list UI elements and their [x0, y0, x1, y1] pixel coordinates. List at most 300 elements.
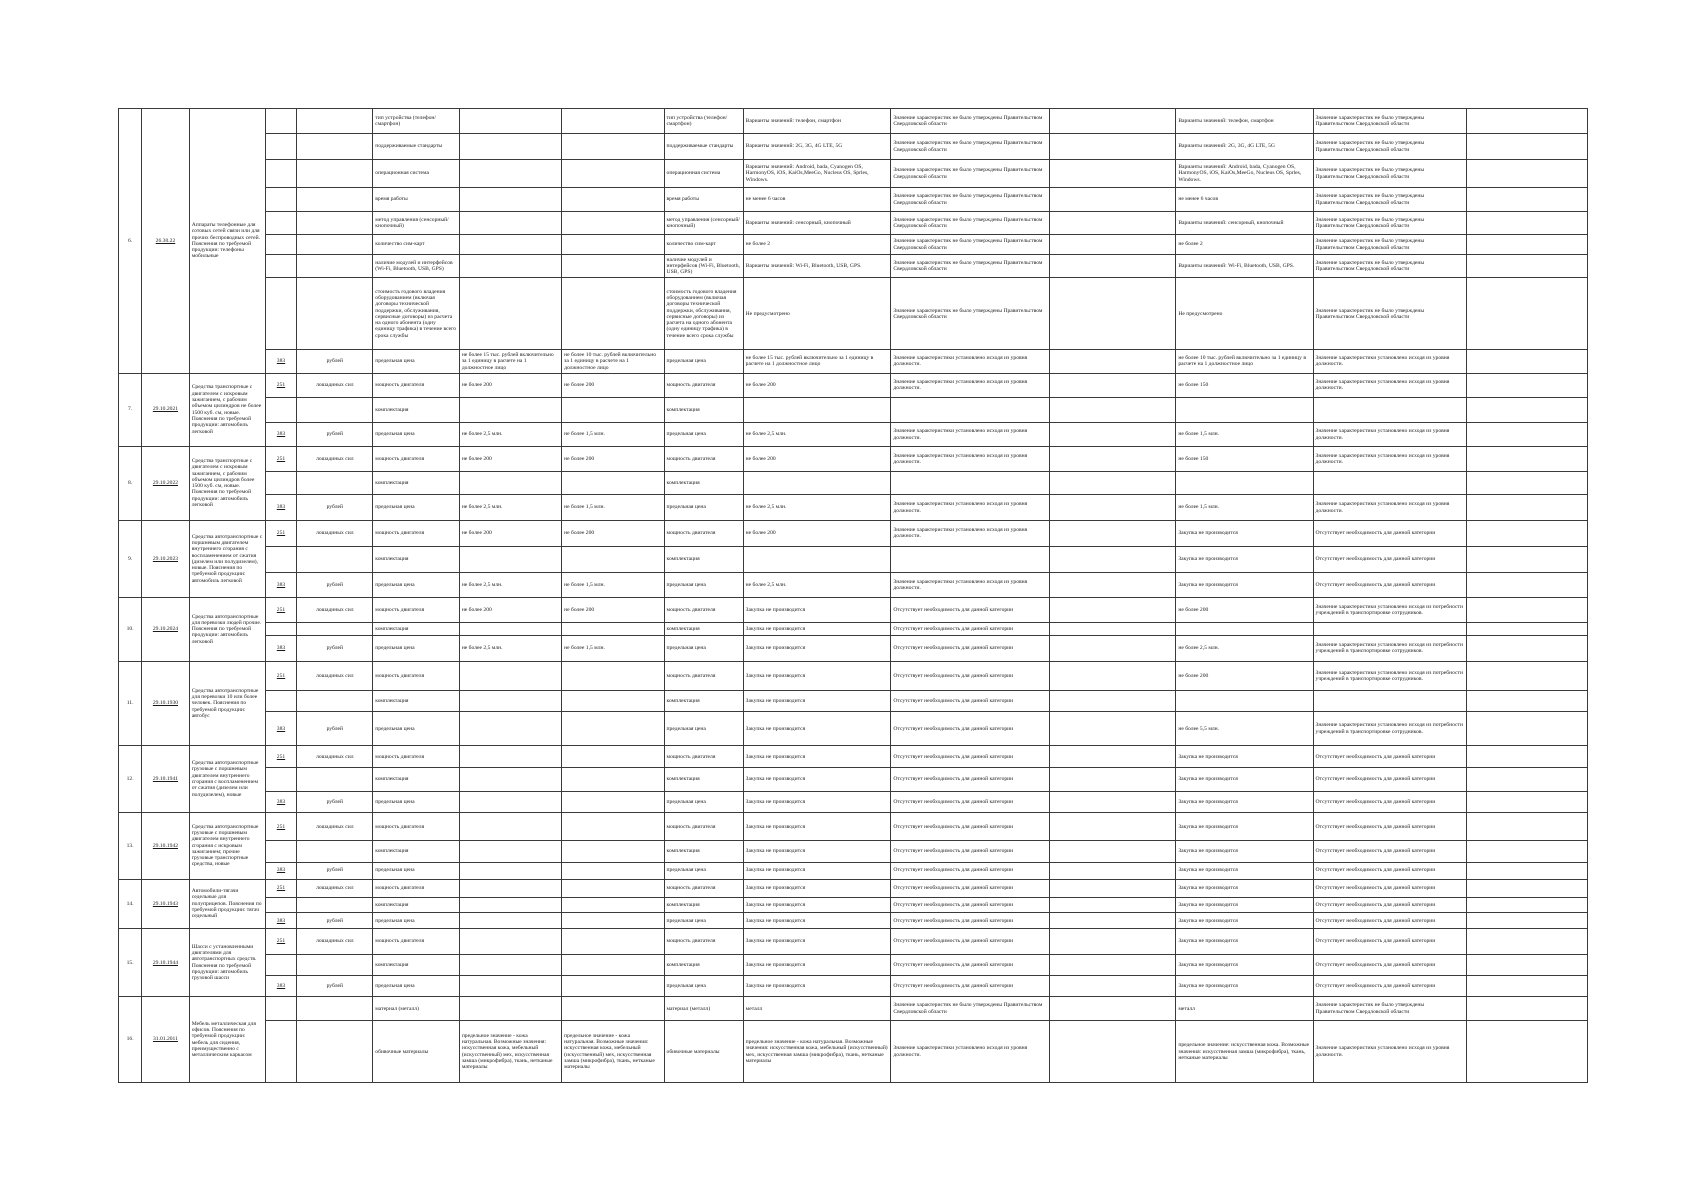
gov-justification: Значение характеристики установлено исходя из потребности учреждений в транспортировке сотрудников. [1313, 712, 1466, 746]
value-group-1: не более 2,5 млн. [459, 495, 561, 520]
characteristic: комплектация [373, 397, 460, 422]
organ-value: не более 200 [743, 520, 891, 546]
gov-justification: Значение характеристики установлено исходя из потребности учреждений в транспортировке сотрудников. [1313, 636, 1466, 661]
organ-justification [891, 547, 1049, 572]
row-number: 13. [119, 812, 142, 879]
organ-justification: Значение характеристик не было утверждены Правительством Свердловской области [891, 159, 1049, 188]
okei-code: 251 [265, 446, 297, 471]
value-group-1 [459, 929, 561, 954]
spacer-b [1466, 134, 1587, 159]
spacer-b [1466, 746, 1587, 768]
unit-name [297, 234, 373, 254]
value-group-1 [459, 109, 561, 134]
unit-name [297, 768, 373, 791]
okei-code [265, 188, 297, 211]
table-row [119, 159, 1588, 188]
organ-justification: Значение характеристики установлено исходя из уровня должности. [891, 423, 1049, 446]
table-row [119, 520, 1588, 546]
spacer-b [1466, 278, 1587, 350]
okei-code: 251 [265, 879, 297, 897]
unit-name [297, 691, 373, 712]
characteristic: комплектация [373, 472, 460, 495]
value-group-2 [562, 712, 664, 746]
value-group-2 [562, 879, 664, 897]
spacer-a [1049, 109, 1176, 134]
gov-value [1176, 623, 1313, 636]
product-name: Средства транспортные с двигателем с искровым зажиганием, с рабочим объемом цилиндров более 1500 куб. см, новые. Пояснения по требуемой продукции: автомобиль легковой [189, 446, 265, 520]
unit-name: рублей [297, 636, 373, 661]
organ-justification: Отсутствует необходимость для данной категории [891, 791, 1049, 812]
organ-value: не более 15 тыс. рублей включительно за 1 единицу в расчете на 1 должностное лицо [743, 350, 891, 373]
gov-justification [1313, 623, 1466, 636]
okei-code [265, 768, 297, 791]
value-group-1: не более 200 [459, 373, 561, 397]
value-group-2 [562, 661, 664, 691]
spacer-b [1466, 211, 1587, 234]
table-row [119, 913, 1588, 929]
spacer-b [1466, 373, 1587, 397]
characteristic: мощность двигателя [373, 879, 460, 897]
gov-justification: Отсутствует необходимость для данной категории [1313, 746, 1466, 768]
characteristic: мощность двигателя [373, 446, 460, 471]
value-group-1: не более 200 [459, 598, 561, 623]
value-group-1 [459, 712, 561, 746]
organ-value: не менее 6 часов [743, 188, 891, 211]
spacer-b [1466, 598, 1587, 623]
organ-justification: Значение характеристики установлено исходя из уровня должности. [891, 350, 1049, 373]
value-group-2 [562, 397, 664, 422]
value-group-1 [459, 547, 561, 572]
organ-value: Закупка не производится [743, 712, 891, 746]
product-name: Средства автотранспортные с поршневым двигателем внутреннего сгорания с воспламенением от сжатия (дизелем или полудизелем), новые. Пояснения по требуемой продукции: автомобиль легковой [189, 520, 265, 597]
value-group-2: не более 200 [562, 598, 664, 623]
characteristic-approved: комплектация [664, 397, 743, 422]
organ-value: не более 200 [743, 446, 891, 471]
spacer-a [1049, 159, 1176, 188]
spacer-b [1466, 862, 1587, 879]
characteristic: мощность двигателя [373, 520, 460, 546]
spacer-b [1466, 350, 1587, 373]
value-group-2 [562, 623, 664, 636]
organ-value: не более 2,5 млн. [743, 572, 891, 597]
organ-justification: Отсутствует необходимость для данной категории [891, 691, 1049, 712]
characteristic: стоимость годового владения оборудованием (включая договоры технической поддержки, обслуживания, сервисные договоры) из расчета на одного абонента (одну единицу трафика) в течение всего срока службы [373, 278, 460, 350]
spacer-a [1049, 278, 1176, 350]
unit-name [297, 954, 373, 975]
organ-value: не более 200 [743, 373, 891, 397]
value-group-2 [562, 134, 664, 159]
characteristic-approved: время работы [664, 188, 743, 211]
gov-value [1176, 397, 1313, 422]
value-group-1 [459, 913, 561, 929]
okei-code: 383 [265, 862, 297, 879]
okei-code [265, 691, 297, 712]
gov-justification [1313, 472, 1466, 495]
gov-justification [1313, 691, 1466, 712]
characteristic-approved: предельная цена [664, 350, 743, 373]
spacer-a [1049, 234, 1176, 254]
value-group-2 [562, 211, 664, 234]
spacer-a [1049, 547, 1176, 572]
value-group-2: не более 1,5 млн. [562, 495, 664, 520]
gov-value: не более 5,5 млн. [1176, 712, 1313, 746]
spacer-a [1049, 913, 1176, 929]
characteristic: мощность двигателя [373, 598, 460, 623]
spacer-a [1049, 862, 1176, 879]
gov-value: не более 2,5 млн. [1176, 636, 1313, 661]
value-group-1 [459, 975, 561, 996]
spacer-b [1466, 791, 1587, 812]
spacer-a [1049, 134, 1176, 159]
organ-value [743, 397, 891, 422]
characteristic: комплектация [373, 691, 460, 712]
okei-code [265, 997, 297, 1021]
value-group-1 [459, 234, 561, 254]
characteristic: предельная цена [373, 495, 460, 520]
okpd2-code: 29.10.2023 [142, 520, 189, 597]
gov-value: Закупка не производится [1176, 768, 1313, 791]
unit-name [297, 278, 373, 350]
organ-justification: Отсутствует необходимость для данной категории [891, 954, 1049, 975]
value-group-2 [562, 255, 664, 278]
organ-justification: Отсутствует необходимость для данной категории [891, 975, 1049, 996]
value-group-2 [562, 472, 664, 495]
gov-justification: Отсутствует необходимость для данной категории [1313, 975, 1466, 996]
spacer-a [1049, 255, 1176, 278]
characteristic: предельная цена [373, 423, 460, 446]
characteristic: предельная цена [373, 862, 460, 879]
unit-name [297, 134, 373, 159]
organ-justification: Отсутствует необходимость для данной категории [891, 712, 1049, 746]
okpd2-code: 29.10.2022 [142, 446, 189, 520]
table-row [119, 495, 1588, 520]
characteristic-approved: комплектация [664, 472, 743, 495]
gov-justification: Значение характеристики установлено исходя из уровня должности. [1313, 446, 1466, 471]
gov-value: не менее 6 часов [1176, 188, 1313, 211]
spacer-a [1049, 791, 1176, 812]
gov-value: Варианты значений: телефон, смартфон [1176, 109, 1313, 134]
organ-value: Закупка не производится [743, 746, 891, 768]
gov-value: Не предусмотрено [1176, 278, 1313, 350]
spacer-b [1466, 547, 1587, 572]
value-group-1 [459, 159, 561, 188]
characteristic-approved: мощность двигателя [664, 446, 743, 471]
table-row [119, 547, 1588, 572]
organ-value: предельное значение - кожа натуральная. Возможные значения: искусственная кожа, мебельный (искусственный) мех, искусственная замша (микрофибра), ткань, нетканые материалы [743, 1021, 891, 1083]
gov-value: не более 200 [1176, 661, 1313, 691]
organ-justification: Значение характеристик не было утверждены Правительством Свердловской области [891, 188, 1049, 211]
organ-value: Закупка не производится [743, 975, 891, 996]
unit-name [297, 255, 373, 278]
table-row [119, 879, 1588, 897]
spacer-a [1049, 746, 1176, 768]
gov-justification: Отсутствует необходимость для данной категории [1313, 913, 1466, 929]
characteristic-approved: комплектация [664, 768, 743, 791]
organ-value: Закупка не производится [743, 897, 891, 913]
okei-code [265, 841, 297, 862]
organ-justification: Отсутствует необходимость для данной категории [891, 929, 1049, 954]
characteristic: материал (металл) [373, 997, 460, 1021]
characteristic-approved: мощность двигателя [664, 879, 743, 897]
value-group-2 [562, 547, 664, 572]
spacer-b [1466, 234, 1587, 254]
gov-justification: Отсутствует необходимость для данной категории [1313, 768, 1466, 791]
spacer-b [1466, 623, 1587, 636]
spacer-a [1049, 997, 1176, 1021]
okpd2-code: 26.30.22 [142, 109, 189, 374]
organ-justification: Значение характеристики установлено исходя из уровня должности. [891, 446, 1049, 471]
value-group-2 [562, 691, 664, 712]
characteristic: предельная цена [373, 791, 460, 812]
gov-justification: Отсутствует необходимость для данной категории [1313, 897, 1466, 913]
characteristic-approved: мощность двигателя [664, 929, 743, 954]
spacer-a [1049, 841, 1176, 862]
unit-name [297, 472, 373, 495]
organ-value: Закупка не производится [743, 791, 891, 812]
value-group-1 [459, 768, 561, 791]
spacer-a [1049, 879, 1176, 897]
gov-justification: Отсутствует необходимость для данной категории [1313, 791, 1466, 812]
unit-name: лошадиных сил [297, 879, 373, 897]
unit-name [297, 159, 373, 188]
product-name: Средства автотранспортные для перевозки 10 или более человек. Пояснения по требуемой продукции: автобус [189, 661, 265, 746]
product-name: Средства транспортные с двигателем с искровым зажиганием, с рабочим объемом цилиндров не более 1500 куб. см, новые. Пояснения по требуемой продукции: автомобиль легковой [189, 373, 265, 446]
gov-value: Варианты значений: Wi-Fi, Bluetooth, USB, GPS. [1176, 255, 1313, 278]
value-group-2: не более 200 [562, 446, 664, 471]
product-name: Средства автотранспортные грузовые с поршневым двигателем внутреннего сгорания с воспламенением от сжатия (дизелем или полудизелем), новые [189, 746, 265, 813]
table-row [119, 746, 1588, 768]
gov-justification: Отсутствует необходимость для данной категории [1313, 547, 1466, 572]
gov-justification: Значение характеристики установлено исходя из уровня должности. [1313, 495, 1466, 520]
gov-value: не более 1,5 млн. [1176, 423, 1313, 446]
gov-justification: Значение характеристики установлено исходя из потребности учреждений в транспортировке сотрудников. [1313, 661, 1466, 691]
gov-value: Закупка не производится [1176, 572, 1313, 597]
product-name: Шасси с установленными двигателями для автотранспортных средств. Пояснения по требуемой продукции: автомобиль грузовой шасси [189, 929, 265, 997]
spacer-b [1466, 661, 1587, 691]
organ-value: металл [743, 997, 891, 1021]
organ-value: Закупка не производится [743, 661, 891, 691]
spacer-a [1049, 446, 1176, 471]
table-row [119, 397, 1588, 422]
organ-justification: Отсутствует необходимость для данной категории [891, 623, 1049, 636]
unit-name [297, 547, 373, 572]
organ-value: Варианты значений: Android, bada, Cyanogen OS, HarmonyOS, iOS, KaiOs,MeeGo, Nucleus OS, Sprles, Windows. [743, 159, 891, 188]
gov-value: Закупка не производится [1176, 841, 1313, 862]
organ-justification: Значение характеристик не было утверждены Правительством Свердловской области [891, 255, 1049, 278]
organ-value: не более 2,5 млн. [743, 423, 891, 446]
value-group-1: не более 2,5 млн. [459, 423, 561, 446]
row-number: 12. [119, 746, 142, 813]
value-group-1 [459, 472, 561, 495]
okei-code [265, 954, 297, 975]
value-group-2 [562, 234, 664, 254]
value-group-2 [562, 812, 664, 841]
gov-value: Закупка не производится [1176, 791, 1313, 812]
spacer-a [1049, 423, 1176, 446]
organ-value: Закупка не производится [743, 929, 891, 954]
table-row [119, 691, 1588, 712]
okei-code [265, 397, 297, 422]
organ-value: Закупка не производится [743, 768, 891, 791]
organ-justification: Значение характеристик не было утверждены Правительством Свердловской области [891, 134, 1049, 159]
gov-value [1176, 472, 1313, 495]
gov-justification: Значение характеристик не было утверждены Правительством Свердловской области [1313, 109, 1466, 134]
table-row [119, 661, 1588, 691]
table-row [119, 255, 1588, 278]
row-number: 15. [119, 929, 142, 997]
organ-value [743, 547, 891, 572]
value-group-2 [562, 278, 664, 350]
table-body [119, 109, 1588, 1083]
value-group-1 [459, 623, 561, 636]
gov-value: Закупка не производится [1176, 913, 1313, 929]
okei-code: 251 [265, 929, 297, 954]
spacer-b [1466, 495, 1587, 520]
value-group-2: не более 1,5 млн. [562, 636, 664, 661]
spacer-b [1466, 159, 1587, 188]
okei-code [265, 109, 297, 134]
organ-value: Не предусмотрено [743, 278, 891, 350]
value-group-1 [459, 691, 561, 712]
organ-justification: Отсутствует необходимость для данной категории [891, 746, 1049, 768]
unit-name [297, 397, 373, 422]
organ-justification: Значение характеристик не было утверждены Правительством Свердловской области [891, 109, 1049, 134]
okei-code: 251 [265, 746, 297, 768]
row-number: 14. [119, 879, 142, 929]
organ-value: Закупка не производится [743, 913, 891, 929]
spacer-a [1049, 623, 1176, 636]
value-group-2 [562, 188, 664, 211]
product-name: Автомобили-тягачи седельные для полуприцепов. Пояснения по требуемой продукции: тягач седельный [189, 879, 265, 929]
gov-value: Варианты значений: сенсорный, кнопочный [1176, 211, 1313, 234]
table-row [119, 768, 1588, 791]
value-group-1: не более 2,5 млн. [459, 572, 561, 597]
value-group-1: предельное значение - кожа натуральная. Возможные значения: искусственная кожа, мебельный (искусственный) мех, искусственная замша (микрофибра), ткань, нетканые материалы [459, 1021, 561, 1083]
characteristic-approved: комплектация [664, 841, 743, 862]
unit-name: лошадиных сил [297, 746, 373, 768]
characteristic-approved: предельная цена [664, 913, 743, 929]
okei-code [265, 211, 297, 234]
unit-name [297, 897, 373, 913]
spacer-a [1049, 572, 1176, 597]
gov-value: Закупка не производится [1176, 879, 1313, 897]
requirements-table [118, 108, 1588, 1083]
unit-name: рублей [297, 350, 373, 373]
okei-code: 383 [265, 572, 297, 597]
okpd2-code: 29.10.1930 [142, 661, 189, 746]
okei-code [265, 255, 297, 278]
gov-value: не более 200 [1176, 598, 1313, 623]
okei-code: 383 [265, 350, 297, 373]
characteristic-approved: мощность двигателя [664, 746, 743, 768]
organ-value: Закупка не производится [743, 879, 891, 897]
characteristic-approved: комплектация [664, 691, 743, 712]
unit-name [297, 188, 373, 211]
value-group-1 [459, 661, 561, 691]
characteristic-approved: мощность двигателя [664, 520, 743, 546]
spacer-b [1466, 1021, 1587, 1083]
organ-justification [891, 397, 1049, 422]
okei-code [265, 1021, 297, 1083]
organ-justification: Значение характеристик не было утверждены Правительством Свердловской области [891, 997, 1049, 1021]
organ-justification: Отсутствует необходимость для данной категории [891, 862, 1049, 879]
table-row [119, 423, 1588, 446]
gov-justification: Отсутствует необходимость для данной категории [1313, 520, 1466, 546]
unit-name: рублей [297, 572, 373, 597]
row-number: 11. [119, 661, 142, 746]
characteristic-approved: предельная цена [664, 712, 743, 746]
unit-name [297, 1021, 373, 1083]
okei-code: 251 [265, 373, 297, 397]
characteristic: тип устройства (телефон/смартфон) [373, 109, 460, 134]
product-name: Мебель металлическая для офисов. Пояснения по требуемой продукции: мебель для сидения, преимущественно с металлическим каркасом [189, 997, 265, 1083]
organ-value: не более 2,5 млн. [743, 495, 891, 520]
gov-justification: Значение характеристик не было утверждены Правительством Свердловской области [1313, 159, 1466, 188]
organ-value: не более 2 [743, 234, 891, 254]
table-row [119, 350, 1588, 373]
okpd2-code: 29.10.1942 [142, 812, 189, 879]
organ-justification: Значение характеристик не было утверждены Правительством Свердловской области [891, 211, 1049, 234]
gov-value: Закупка не производится [1176, 929, 1313, 954]
okpd2-code: 29.10.2021 [142, 373, 189, 446]
organ-value: Закупка не производится [743, 598, 891, 623]
value-group-2: не более 200 [562, 520, 664, 546]
organ-value: Варианты значений: телефон, смартфон [743, 109, 891, 134]
organ-justification: Отсутствует необходимость для данной категории [891, 879, 1049, 897]
characteristic: предельная цена [373, 572, 460, 597]
characteristic: предельная цена [373, 636, 460, 661]
okpd2-code: 29.10.1944 [142, 929, 189, 997]
characteristic-approved: комплектация [664, 954, 743, 975]
value-group-2 [562, 109, 664, 134]
characteristic: комплектация [373, 547, 460, 572]
document-sheet [118, 108, 1588, 1083]
okpd2-code: 29.10.2024 [142, 598, 189, 662]
gov-justification: Значение характеристик не было утверждены Правительством Свердловской области [1313, 234, 1466, 254]
spacer-a [1049, 768, 1176, 791]
value-group-1 [459, 862, 561, 879]
characteristic-approved: мощность двигателя [664, 812, 743, 841]
characteristic: мощность двигателя [373, 812, 460, 841]
organ-value: Закупка не производится [743, 636, 891, 661]
row-number: 7. [119, 373, 142, 446]
spacer-b [1466, 954, 1587, 975]
spacer-a [1049, 975, 1176, 996]
spacer-b [1466, 913, 1587, 929]
spacer-b [1466, 812, 1587, 841]
product-name: Средства автотранспортные грузовые с поршневым двигателем внутреннего сгорания с искровым зажиганием; прочие грузовые транспортные средства, новые [189, 812, 265, 879]
value-group-1 [459, 188, 561, 211]
characteristic: поддерживаемые стандарты [373, 134, 460, 159]
table-row [119, 572, 1588, 597]
spacer-a [1049, 661, 1176, 691]
gov-justification: Значение характеристик не было утверждены Правительством Свердловской области [1313, 134, 1466, 159]
spacer-a [1049, 712, 1176, 746]
table-row [119, 897, 1588, 913]
spacer-a [1049, 472, 1176, 495]
value-group-1: не более 200 [459, 520, 561, 546]
table-row [119, 1021, 1588, 1083]
characteristic-approved: мощность двигателя [664, 373, 743, 397]
spacer-a [1049, 929, 1176, 954]
table-row [119, 109, 1588, 134]
spacer-a [1049, 812, 1176, 841]
okei-code: 251 [265, 661, 297, 691]
okei-code: 383 [265, 913, 297, 929]
unit-name [297, 211, 373, 234]
value-group-2: не более 1,5 млн. [562, 423, 664, 446]
characteristic-approved: материал (металл) [664, 997, 743, 1021]
